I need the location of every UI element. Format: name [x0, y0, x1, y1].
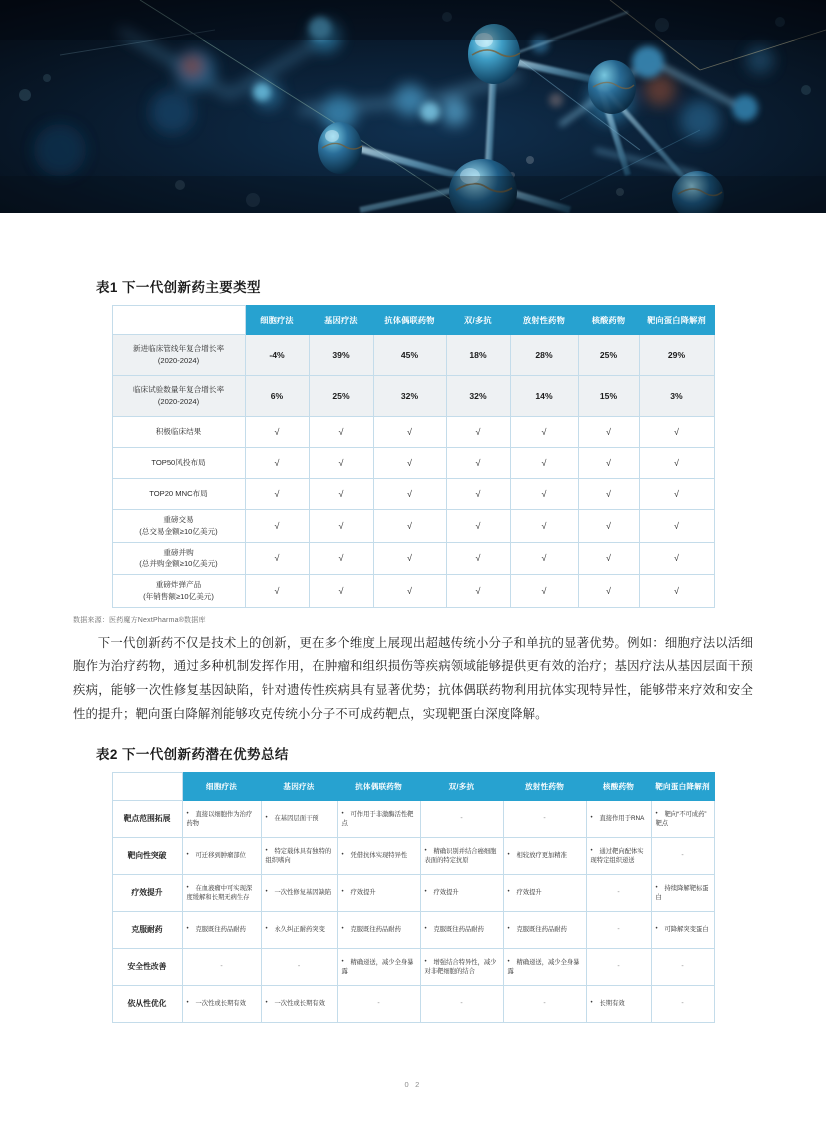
table2-header-row	[112, 772, 714, 800]
table1-check-cell: √	[309, 575, 373, 608]
table1-col-header: 抗体偶联药物	[373, 306, 446, 335]
table1-check-cell: √	[446, 542, 510, 575]
table1-check-cell: √	[510, 510, 578, 543]
table2-cell	[337, 911, 420, 948]
table2-cell	[261, 800, 337, 837]
row-label-line: 重磅炸弹产品	[155, 580, 202, 590]
table1-check-cell: √	[639, 448, 714, 479]
table2-cell: -	[651, 837, 714, 874]
table1-check-cell: √	[446, 510, 510, 543]
table-row	[112, 376, 714, 417]
bullet-text: • 永久纠正耐药突变	[266, 926, 325, 933]
table1-cell: 32%	[373, 376, 446, 417]
table1-col-header: 放射性药物	[510, 306, 578, 335]
table1-check-cell: √	[510, 542, 578, 575]
table2-cell: -	[420, 985, 503, 1022]
table2-cell: -	[503, 985, 586, 1022]
table-row	[112, 575, 714, 608]
row-label-line: (总并购金额≥10亿美元)	[139, 559, 218, 569]
table1-check-cell: √	[245, 417, 309, 448]
table2-col-header: 细胞疗法	[182, 772, 261, 800]
table1-row-label	[112, 575, 245, 608]
table1-check-cell: √	[510, 448, 578, 479]
table2-title: 表2 下一代创新药潜在优势总结	[96, 746, 289, 762]
table2-col-header: 基因疗法	[261, 772, 337, 800]
table1-check-cell: √	[373, 448, 446, 479]
table1-check-cell: √	[373, 575, 446, 608]
table2-corner-cell	[112, 772, 182, 800]
table1-check-cell: √	[373, 479, 446, 510]
table1-check-cell: √	[578, 510, 639, 543]
table1-check-cell: √	[309, 479, 373, 510]
table2-cell	[651, 911, 714, 948]
bullet-text: • 克服既往药品耐药	[187, 926, 246, 933]
table2-cell	[586, 985, 651, 1022]
table1-check-cell: √	[639, 542, 714, 575]
row-label-line: (总交易金额≥10亿美元)	[139, 526, 218, 536]
table1-section	[73, 213, 753, 625]
table1-source-note: 数据来源：医药魔方NextPharma®数据库	[73, 616, 206, 624]
table2-cell	[651, 874, 714, 911]
bullet-text: • 克服既往药品耐药	[342, 926, 401, 933]
table1-cell: 18%	[446, 335, 510, 376]
table2-cell	[337, 837, 420, 874]
bullet-text: • 一次性或长期有效	[266, 1000, 325, 1007]
table2-row-label: 安全性改善	[112, 948, 182, 985]
bullet-text: • 相较放疗更加精准	[508, 852, 567, 859]
table2-cell: -	[586, 874, 651, 911]
table-row	[112, 874, 714, 911]
table1-check-cell: √	[245, 575, 309, 608]
bullet-text: • 在基因层面干预	[266, 815, 319, 822]
bullet-text: • 克服既往药品耐药	[425, 926, 484, 933]
table-row	[112, 510, 714, 543]
table2-col-header: 抗体偶联药物	[337, 772, 420, 800]
table2-row-label: 克服耐药	[112, 911, 182, 948]
bullet-text: • 直接作用于RNA	[591, 815, 645, 822]
bullet-text: • 一次性修复基因缺陷	[266, 889, 332, 896]
table1-row-label	[112, 448, 245, 479]
table1-check-cell: √	[446, 575, 510, 608]
table2-cell: -	[586, 911, 651, 948]
table2-row-label: 依从性优化	[112, 985, 182, 1022]
table2-cell	[503, 911, 586, 948]
bullet-text: • 精确递送，减少全身暴露	[342, 959, 414, 975]
bullet-text: • 可作用于非激酶活性靶点	[342, 811, 414, 827]
table2-cell	[586, 800, 651, 837]
molecule-illustration	[0, 0, 826, 213]
table2-cell	[503, 948, 586, 985]
bullet-text: • 增强结合特异性，减少对非靶细胞的结合	[425, 959, 497, 975]
bullet-text: • 通过靶向配体实现特定组织递送	[591, 848, 644, 864]
table2-cell	[182, 911, 261, 948]
table1-check-cell: √	[373, 417, 446, 448]
table1-cell: 15%	[578, 376, 639, 417]
table-row	[112, 985, 714, 1022]
table2-cell	[182, 874, 261, 911]
table2-cell: -	[337, 985, 420, 1022]
table1-check-cell: √	[639, 479, 714, 510]
table2-cell: -	[586, 948, 651, 985]
table1-check-cell: √	[578, 479, 639, 510]
table1-check-cell: √	[639, 575, 714, 608]
table2-cell: -	[420, 800, 503, 837]
table2-cell	[261, 911, 337, 948]
table2-header	[112, 772, 714, 800]
table1-check-cell: √	[446, 448, 510, 479]
table1-row-label	[112, 417, 245, 448]
table1-row-label	[112, 335, 245, 376]
table1-col-header: 细胞疗法	[245, 306, 309, 335]
table1-col-header: 核酸药物	[578, 306, 639, 335]
table1-check-cell: √	[309, 448, 373, 479]
table1-header-row	[112, 306, 714, 335]
table1-col-header: 靶向蛋白降解剂	[639, 306, 714, 335]
table1-cell: 45%	[373, 335, 446, 376]
table1-check-cell: √	[245, 448, 309, 479]
table1-check-cell: √	[578, 575, 639, 608]
table1-cell: 6%	[245, 376, 309, 417]
table1-check-cell: √	[309, 417, 373, 448]
table-row	[112, 800, 714, 837]
table2-cell	[420, 911, 503, 948]
table-row	[112, 335, 714, 376]
table2-cell	[586, 837, 651, 874]
table2-cell	[503, 874, 586, 911]
table1-check-cell: √	[245, 542, 309, 575]
table2-cell	[503, 837, 586, 874]
table2-cell	[182, 985, 261, 1022]
table1-cell: 39%	[309, 335, 373, 376]
row-label-line: 重磅并购	[163, 547, 194, 557]
bullet-text: • 疗效提升	[508, 889, 542, 896]
table1-check-cell: √	[245, 479, 309, 510]
table-row	[112, 542, 714, 575]
bullet-text: • 特定载体具有独特的组织嗜向	[266, 848, 332, 864]
table1-cell: 3%	[639, 376, 714, 417]
bullet-text: • 直接以细胞作为治疗药物	[187, 811, 253, 827]
row-label-line: 临床试验数量年复合增长率	[132, 385, 225, 395]
table1-col-header: 双/多抗	[446, 306, 510, 335]
table1-check-cell: √	[373, 510, 446, 543]
bullet-text: • 凭借抗体实现特异性	[342, 852, 408, 859]
row-label-line: (2020-2024)	[157, 356, 200, 365]
bullet-text: • 克服既往药品耐药	[508, 926, 567, 933]
table-row	[112, 448, 714, 479]
table2-cell	[182, 837, 261, 874]
table-row	[112, 948, 714, 985]
table1	[112, 305, 715, 608]
table2-cell	[337, 800, 420, 837]
table1-check-cell: √	[309, 510, 373, 543]
body-paragraph: 下一代创新药不仅是技术上的创新，更在多个维度上展现出超越传统小分子和单抗的显著优势。例如：细胞疗法以活细胞作为治疗药物，通过多种机制发挥作用，在肿瘤和组织损伤等疾病领域能够提供更有效的治疗；基因疗法从基因层面干预疾病，能够一次性修复基因缺陷，针对遗传性疾病具有显著优势；抗体偶联药物利用抗体实现特异性，能够带来疗效和安全性的提升；靶向蛋白降解剂能够攻克传统小分子不可成药靶点，实现靶蛋白深度降解。	[73, 635, 753, 722]
bullet-text: • 精确递送，减少全身暴露	[508, 959, 580, 975]
bullet-text: • 靶向“不可成药”靶点	[656, 811, 707, 827]
table1-check-cell: √	[446, 417, 510, 448]
table1-header	[112, 306, 714, 335]
table2-col-header: 靶向蛋白降解剂	[651, 772, 714, 800]
table2-cell: -	[651, 948, 714, 985]
table1-title: 表1 下一代创新药主要类型	[96, 280, 261, 295]
table1-check-cell: √	[510, 575, 578, 608]
table2-cell	[261, 874, 337, 911]
table2-row-label: 靶向性突破	[112, 837, 182, 874]
table1-cell: -4%	[245, 335, 309, 376]
row-label-line: (2020-2024)	[157, 397, 200, 406]
table1-check-cell: √	[578, 448, 639, 479]
table1-check-cell: √	[373, 542, 446, 575]
table2-cell	[261, 985, 337, 1022]
bullet-text: • 可迁移到肿瘤部位	[187, 852, 246, 859]
table2-col-header: 双/多抗	[420, 772, 503, 800]
table2-row-label: 疗效提升	[112, 874, 182, 911]
table2-cell: -	[503, 800, 586, 837]
table-row	[112, 479, 714, 510]
table1-check-cell: √	[639, 417, 714, 448]
hero-banner-image	[0, 0, 826, 213]
table1-corner-cell	[112, 306, 245, 335]
table2-body	[112, 800, 714, 1022]
table2-cell	[651, 800, 714, 837]
row-label-line: (年销售额≥10亿美元)	[143, 591, 214, 601]
row-label-line: 重磅交易	[163, 515, 194, 524]
bullet-text: • 精确识别并结合癌细胞表面的特定抗原	[425, 848, 497, 864]
row-label-line: TOP50风投布局	[151, 458, 206, 468]
table1-cell: 32%	[446, 376, 510, 417]
table1-cell: 14%	[510, 376, 578, 417]
page-footer	[0, 1074, 826, 1092]
table1-row-label	[112, 376, 245, 417]
table1-row-label	[112, 479, 245, 510]
table-row	[112, 837, 714, 874]
table1-check-cell: √	[639, 510, 714, 543]
table2-cell	[182, 800, 261, 837]
table2-cell	[420, 837, 503, 874]
table1-check-cell: √	[245, 510, 309, 543]
table1-check-cell: √	[510, 479, 578, 510]
table2-cell	[261, 837, 337, 874]
table2-cell	[337, 948, 420, 985]
table2-col-header: 放射性药物	[503, 772, 586, 800]
page-content	[0, 213, 826, 1023]
table2-cell: -	[261, 948, 337, 985]
table1-col-header: 基因疗法	[309, 306, 373, 335]
bullet-text: • 疗效提升	[425, 889, 459, 896]
table2-cell: -	[182, 948, 261, 985]
bullet-text: • 疗效提升	[342, 889, 376, 896]
table-row	[112, 911, 714, 948]
table1-body	[112, 335, 714, 608]
table2-cell	[420, 874, 503, 911]
table2-row-label: 靶点范围拓展	[112, 800, 182, 837]
table1-check-cell: √	[309, 542, 373, 575]
table1-cell: 25%	[309, 376, 373, 417]
table1-row-label	[112, 542, 245, 575]
table2-cell	[420, 948, 503, 985]
row-label-line: 积极临床结果	[155, 427, 202, 437]
table-row	[112, 417, 714, 448]
bullet-text: • 持续降解靶标蛋白	[656, 885, 709, 901]
table1-cell: 29%	[639, 335, 714, 376]
table2-cell	[337, 874, 420, 911]
table1-check-cell: √	[578, 417, 639, 448]
table1-check-cell: √	[446, 479, 510, 510]
table2-section	[73, 727, 753, 1023]
bullet-text: • 一次性或长期有效	[187, 1000, 246, 1007]
table1-check-cell: √	[578, 542, 639, 575]
page-number: 0 2	[404, 1080, 422, 1089]
table2-col-header: 核酸药物	[586, 772, 651, 800]
row-label-line: TOP20 MNC布局	[149, 489, 208, 499]
bullet-text: • 在血液瘤中可实现深度缓解和长期无病生存	[187, 885, 253, 901]
row-label-line: 新进临床管线年复合增长率	[132, 344, 225, 354]
bullet-text: • 长期有效	[591, 1000, 625, 1007]
bullet-text: • 可降解突变蛋白	[656, 926, 709, 933]
table1-check-cell: √	[510, 417, 578, 448]
table2-cell: -	[651, 985, 714, 1022]
table1-cell: 25%	[578, 335, 639, 376]
table1-row-label	[112, 510, 245, 543]
table2	[112, 772, 715, 1023]
table1-cell: 28%	[510, 335, 578, 376]
